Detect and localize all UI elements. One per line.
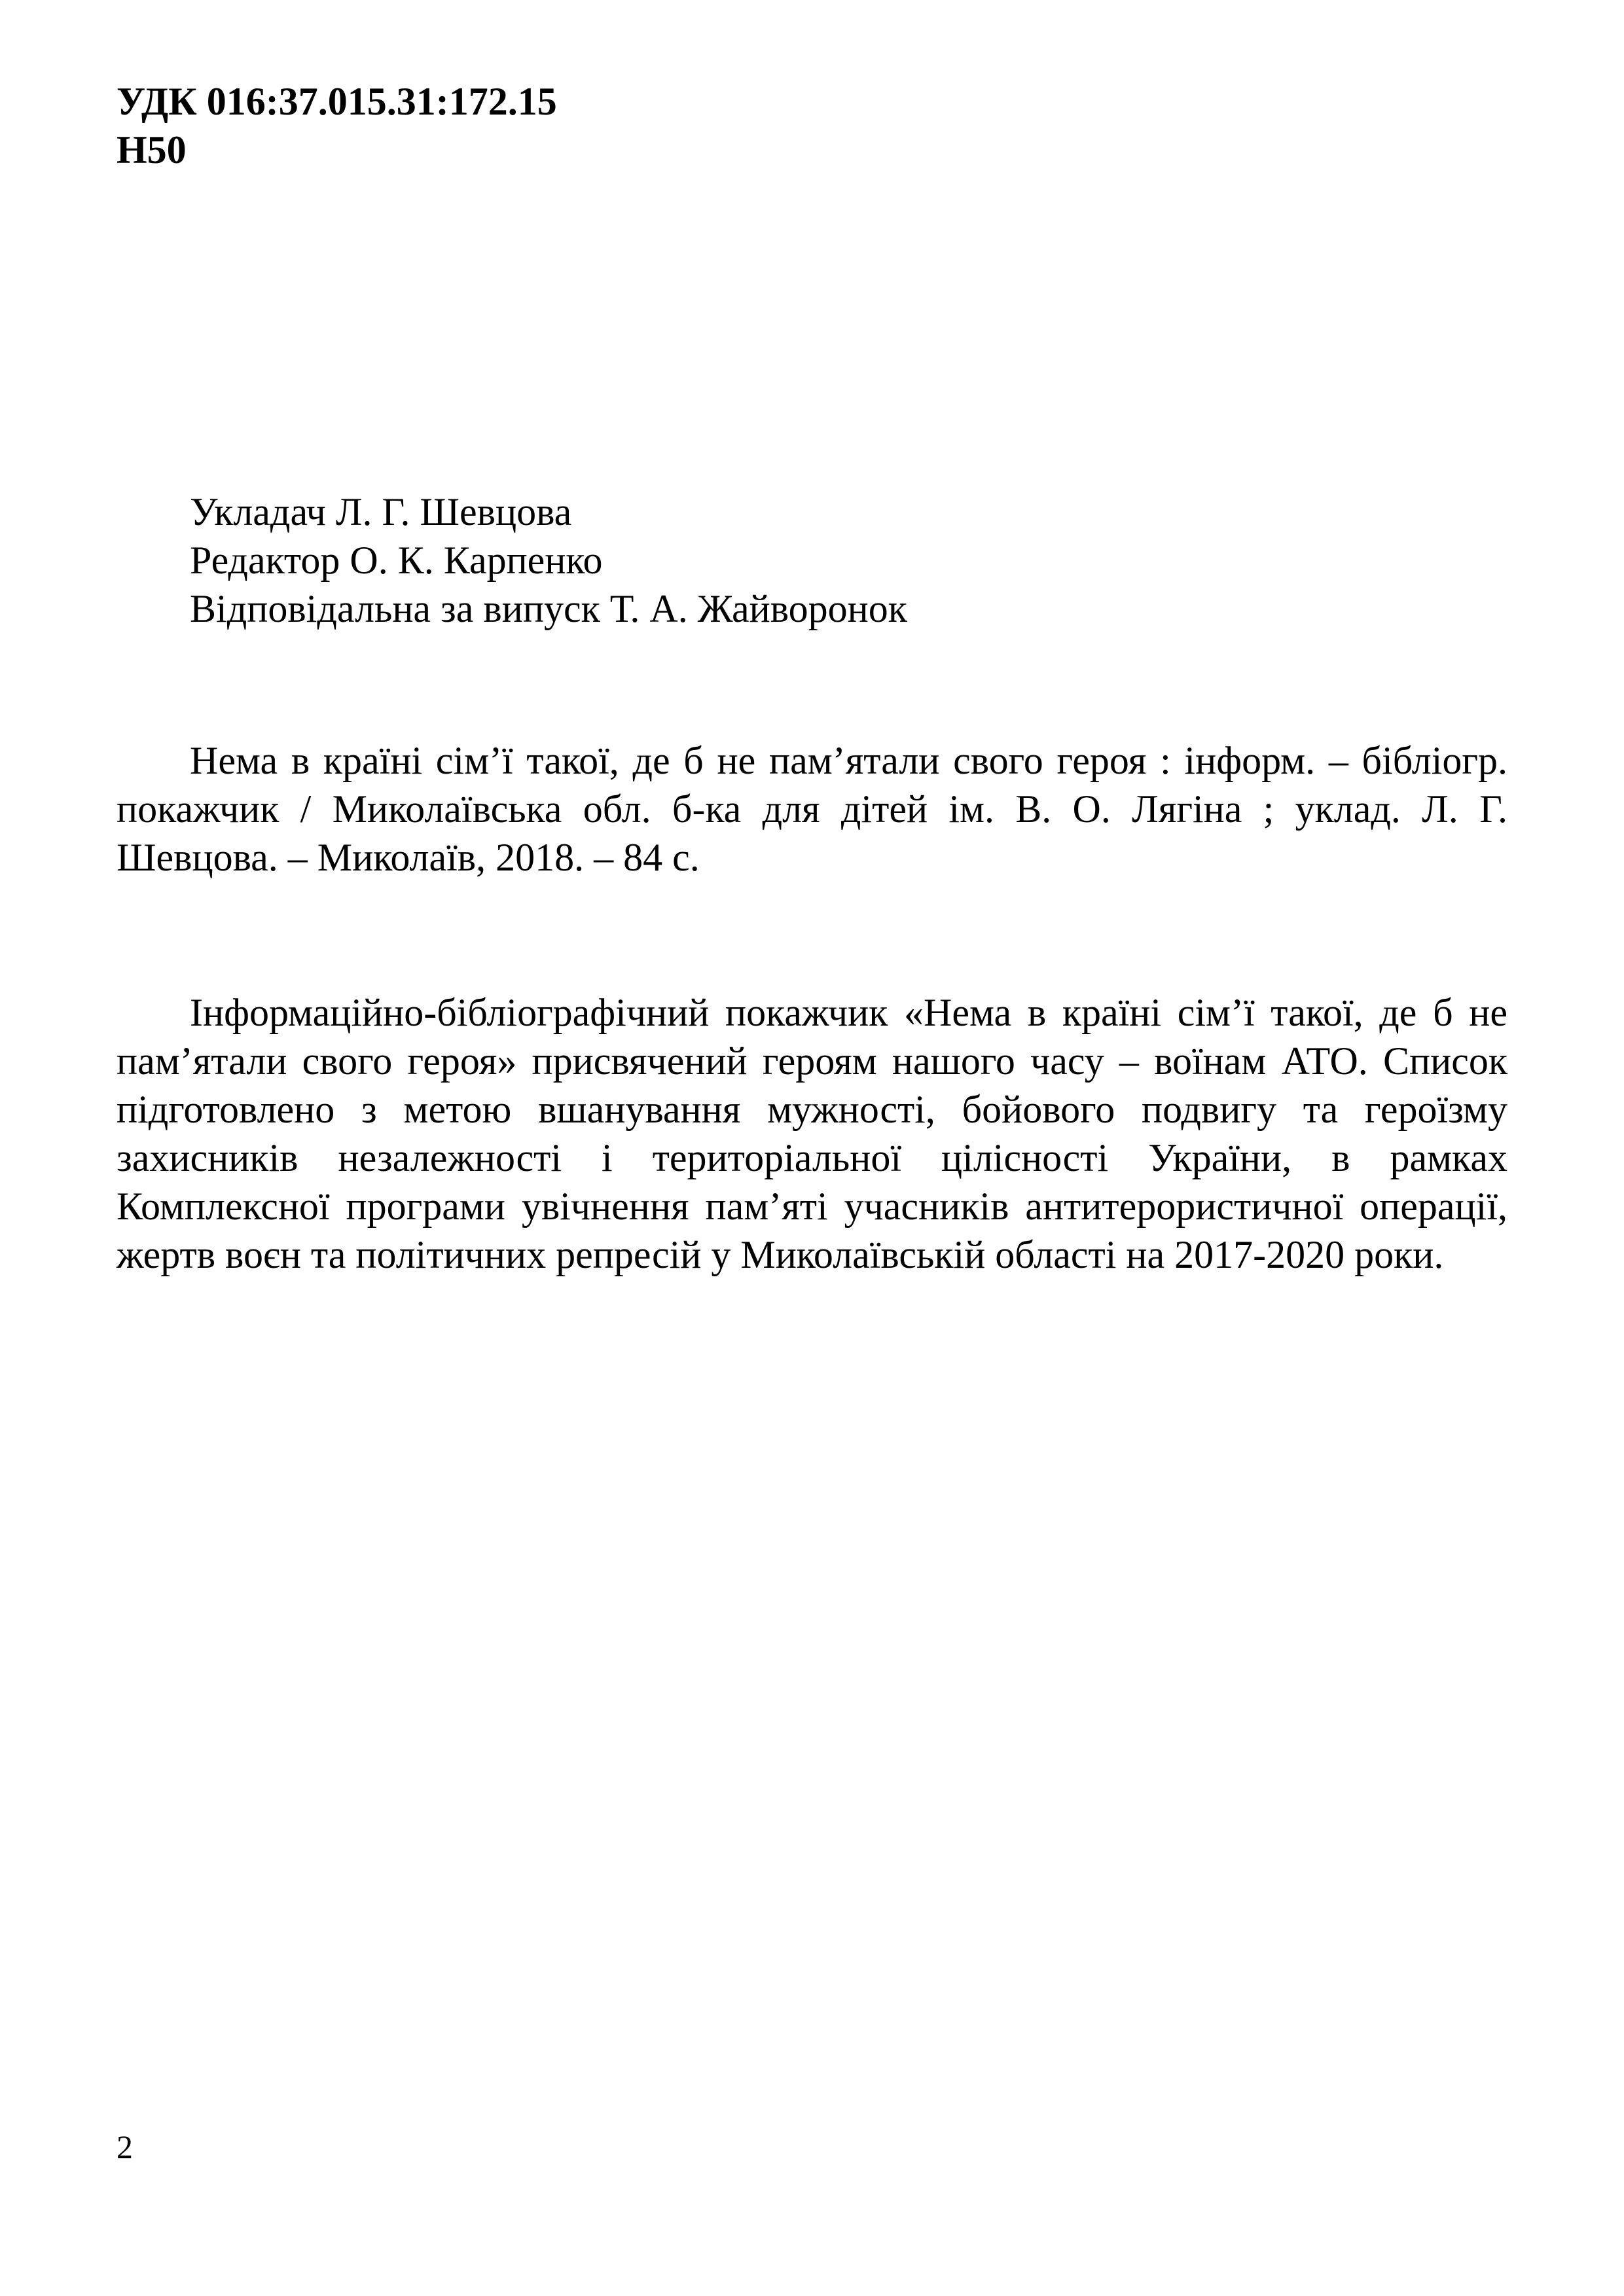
author-mark-code: Н50 (117, 128, 187, 171)
page-number: 2 (117, 2128, 133, 2165)
editor-credit: Редактор О. К. Карпенко (190, 539, 603, 582)
udc-code: УДК 016:37.015.31:172.15 (117, 80, 557, 123)
credits-block (190, 488, 907, 633)
bibliographic-citation: Нема в країні сім’ї такої, де б не пам’ятали свого героя : інформ. – бібліогр. покажчик / Миколаївська обл. б-ка для дітей ім. В. О. Лягіна ; уклад. Л. Г. Шевцова. – Миколаїв, 2018. – 84 с. (117, 739, 1507, 879)
compiler-credit: Укладач Л. Г. Шевцова (190, 490, 572, 533)
classification-header (117, 77, 557, 174)
annotation-paragraph: Інформаційно-бібліографічний покажчик «Нема в країні сім’ї такої, де б не пам’ятали свого героя» присвячений героям нашого часу – воїнам АТО. Список підготовлено з метою вшанування мужності, бойового подвигу та героїзму захисників незалежності і територіальної цілісності України, в рамках Комплексної програми увічнення пам’яті учасників антитерористичної операції, жертв воєн та політичних репресій у Миколаївській області на 2017-2020 роки. (117, 991, 1507, 1276)
responsible-credit: Відповідальна за випуск Т. А. Жайворонок (190, 587, 907, 630)
